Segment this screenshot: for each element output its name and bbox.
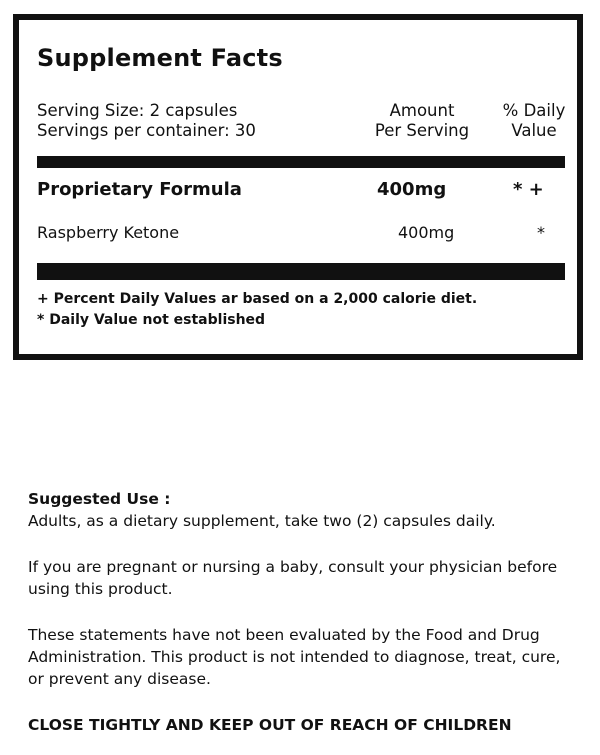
directions-section (28, 488, 580, 736)
footnote-dv-not-established: * Daily Value not established (37, 312, 266, 328)
daily-value-column-header (489, 101, 579, 141)
divider-bar (37, 156, 565, 168)
supplement-facts-panel (13, 14, 583, 360)
dv-header-line1: % Daily (502, 101, 566, 120)
fda-disclaimer: These statements have not been evaluated by the Food and Drug Administration. This product is not intended to diagnose, treat, cure, or prevent any disease. (28, 626, 561, 688)
ingredient-name: Proprietary Formula (37, 179, 242, 200)
amount-column-header (359, 101, 485, 141)
ingredient-name: Raspberry Ketone (37, 223, 180, 242)
divider-bar (37, 263, 565, 280)
dv-header-line2: Value (511, 121, 557, 140)
amount-header-line1: Amount (389, 101, 455, 120)
ingredient-amount: 400mg (398, 223, 455, 242)
ingredient-daily-value: * (537, 223, 545, 242)
suggested-use-heading: Suggested Use : (28, 490, 171, 508)
serving-size: Serving Size: 2 capsules (37, 101, 238, 120)
pregnancy-warning: If you are pregnant or nursing a baby, consult your physician before using this product. (28, 558, 558, 598)
servings-per-container: Servings per container: 30 (37, 121, 256, 140)
storage-warning: CLOSE TIGHTLY AND KEEP OUT OF REACH OF CHILDREN (28, 716, 512, 734)
ingredient-amount: 400mg (377, 179, 447, 200)
ingredient-daily-value: * + (513, 179, 544, 200)
footnote-percent-dv: + Percent Daily Values ar based on a 2,000 calorie diet. (37, 291, 478, 307)
suggested-use-text: Adults, as a dietary supplement, take two (2) capsules daily. (28, 512, 496, 530)
facts-title: Supplement Facts (37, 44, 283, 72)
amount-header-line2: Per Serving (374, 121, 470, 140)
